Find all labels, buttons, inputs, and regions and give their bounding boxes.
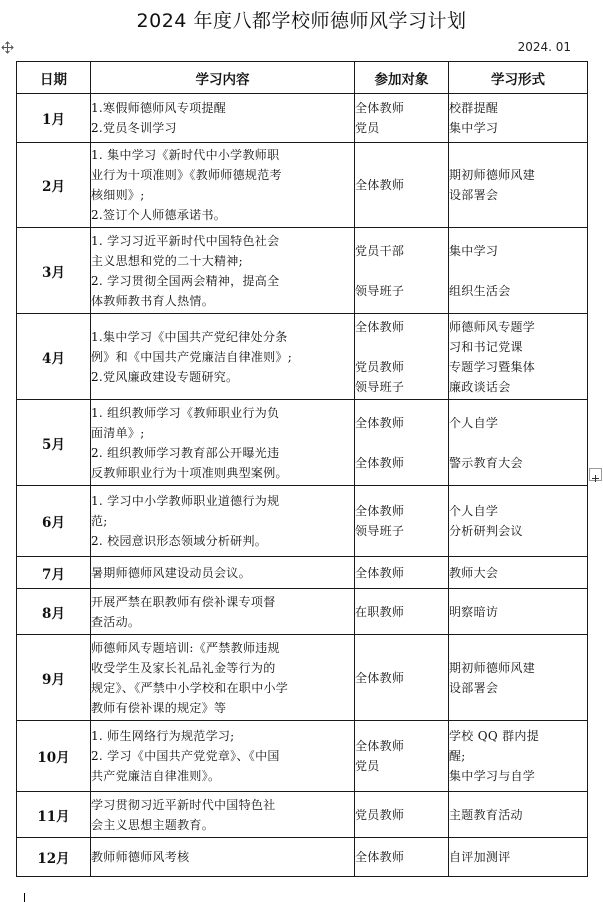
content-line: 1. 组织教师学习《教师职业行为负 [91,405,280,420]
content-cell [91,486,355,557]
target-line: 党员教师 [355,359,405,374]
target-line: 领导班子 [355,283,405,298]
content-line: 共产党廉洁自律准则》。 [91,769,221,783]
target-line: 领导班子 [355,524,405,538]
content-line: 2.党员冬训学习 [91,121,177,135]
target-line: 全体教师 [355,504,405,518]
content-line: 体教师教书育人热情。 [91,293,215,308]
table-row [17,94,588,143]
form-line: 教师大会 [449,565,499,580]
table-row [17,228,588,314]
header-form: 学习形式 [449,62,588,94]
table-header-row [17,62,588,94]
target-line: 全体教师 [355,319,405,334]
content-line: 核细则》; [91,188,145,202]
table-row [17,589,588,635]
form-line [449,261,587,281]
content-line: 规定》、《严禁中小学校和在职中小学 [91,680,289,695]
content-line: 2. 校园意识形态领域分析研判。 [91,534,268,548]
header-month: 日期 [17,62,91,94]
content-line: 2. 学习贯彻全国两会精神，提高全 [91,273,280,288]
target-line: 全体教师 [355,455,405,470]
form-line: 集中学习与自学 [449,769,536,783]
month-cell: 8月 [17,589,91,635]
content-cell [91,589,355,635]
target-line: 全体教师 [355,101,405,115]
month-cell: 10月 [17,721,91,792]
target-cell [355,721,449,792]
content-line: 教师有偿补课的规定》等 [91,700,227,715]
form-cell [449,635,588,721]
form-line: 廉政谈话会 [449,379,511,394]
target-line: 全体教师 [355,178,405,192]
target-line [355,337,448,357]
form-cell [449,314,588,400]
table-row [17,486,588,557]
form-line: 校群提醒 [449,101,499,115]
content-line: 2. 学习《中国共产党党章》、《中国 [91,749,280,763]
target-line: 全体教师 [355,739,405,753]
target-cell [355,589,449,635]
form-cell [449,792,588,838]
content-line: 面清单》; [91,425,145,440]
target-line: 全体教师 [355,415,405,430]
form-line: 集中学习 [449,243,499,258]
form-line: 设部署会 [449,680,499,695]
table-row [17,635,588,721]
form-line: 明察暗访 [449,604,499,619]
content-line: 反教师职业行为十项准则典型案例。 [91,465,288,480]
target-line: 领导班子 [355,379,405,394]
target-line: 党员 [355,759,380,773]
form-line: 分析研判会议 [449,524,523,538]
content-line: 1.集中学习《中国共产党纪律处分条 [91,329,288,344]
text-cursor [24,893,25,902]
table-row [17,400,588,486]
content-cell [91,557,355,589]
month-cell: 11月 [17,792,91,838]
table-row [17,838,588,877]
table-row [17,721,588,792]
content-line: 暑期师德师风建设动员会议。 [91,565,251,580]
month-cell: 2月 [17,143,91,228]
target-line: 全体教师 [355,850,405,864]
target-cell [355,635,449,721]
content-cell [91,792,355,838]
target-cell [355,94,449,143]
form-line: 期初师德师风建 [449,660,536,675]
form-line: 期初师德师风建 [449,168,536,182]
month-cell: 1月 [17,94,91,143]
content-line: 学习贯彻习近平新时代中国特色社 [91,797,276,812]
target-cell [355,314,449,400]
form-line: 习和书记党课 [449,339,523,354]
content-line: 2.签订个人师德承诺书。 [91,208,227,222]
form-cell [449,838,588,877]
month-cell: 12月 [17,838,91,877]
content-cell [91,314,355,400]
document-date: 2024. 01 [517,40,571,54]
month-cell: 3月 [17,228,91,314]
form-cell [449,721,588,792]
form-cell [449,143,588,228]
content-line: 范; [91,514,108,528]
target-cell [355,143,449,228]
form-line: 集中学习 [449,121,499,135]
content-cell [91,721,355,792]
target-line: 全体教师 [355,565,405,580]
target-line: 全体教师 [355,670,405,685]
target-line [355,261,448,281]
month-cell: 9月 [17,635,91,721]
target-cell [355,228,449,314]
content-line: 1.寒假师德师风专项提醒 [91,101,227,115]
content-cell [91,838,355,877]
form-line: 自评加测评 [449,850,511,864]
study-plan-table [16,61,588,877]
target-line: 在职教师 [355,604,405,619]
form-line: 醒; [449,749,466,763]
content-line: 收受学生及家长礼品礼金等行为的 [91,660,276,675]
target-cell [355,557,449,589]
form-line: 个人自学 [449,504,499,518]
content-line: 教师师德师风考核 [91,850,190,864]
target-cell [355,400,449,486]
table-row [17,792,588,838]
content-line: 1. 师生网络行为规范学习; [91,729,235,743]
content-cell [91,635,355,721]
content-cell [91,94,355,143]
form-cell [449,400,588,486]
target-line: 党员干部 [355,243,405,258]
content-line: 2.党风廉政建设专题研究。 [91,369,239,384]
target-cell [355,838,449,877]
content-cell [91,400,355,486]
form-line [449,433,587,453]
month-cell: 6月 [17,486,91,557]
form-cell [449,589,588,635]
content-line: 1. 学习中小学教师职业道德行为规 [91,494,280,508]
month-cell: 7月 [17,557,91,589]
target-line [355,433,448,453]
form-cell [449,228,588,314]
form-cell [449,557,588,589]
table-row [17,143,588,228]
document-title: 2024 年度八都学校师德师风学习计划 [136,10,467,32]
content-line: 查活动。 [91,614,141,629]
header-content: 学习内容 [91,62,355,94]
target-line: 党员 [355,121,380,135]
form-line: 师德师风专题学 [449,319,536,334]
target-cell [355,792,449,838]
form-cell [449,486,588,557]
content-cell [91,228,355,314]
content-line: 1. 学习习近平新时代中国特色社会 [91,233,280,248]
content-line: 2. 组织教师学习教育部公开曝光违 [91,445,280,460]
form-cell [449,94,588,143]
form-line: 专题学习暨集体 [449,359,536,374]
content-line: 1. 集中学习《新时代中小学教师职 [91,148,280,162]
form-line: 组织生活会 [449,283,511,298]
content-line: 例》和《中国共产党廉洁自律准则》; [91,349,293,364]
form-line: 个人自学 [449,415,499,430]
content-line: 师德师风专题培训:《严禁教师违规 [91,640,280,655]
form-line: 学校 QQ 群内提 [449,729,540,743]
move-arrows-icon[interactable] [1,39,14,52]
content-line: 会主义思想主题教育。 [91,817,215,832]
header-target: 参加对象 [355,62,449,94]
table-row [17,314,588,400]
target-cell [355,486,449,557]
month-cell: 5月 [17,400,91,486]
content-line: 主义思想和党的二十大精神; [91,253,243,268]
plus-icon[interactable] [589,468,602,481]
table-row [17,557,588,589]
form-line: 警示教育大会 [449,455,523,470]
content-line: 业行为十项准则》《教师师德规范考 [91,168,282,182]
form-line: 设部署会 [449,188,499,202]
target-line: 党员教师 [355,807,405,822]
form-line: 主题教育活动 [449,807,523,822]
content-line: 开展严禁在职教师有偿补课专项督 [91,594,276,609]
month-cell: 4月 [17,314,91,400]
content-cell [91,143,355,228]
